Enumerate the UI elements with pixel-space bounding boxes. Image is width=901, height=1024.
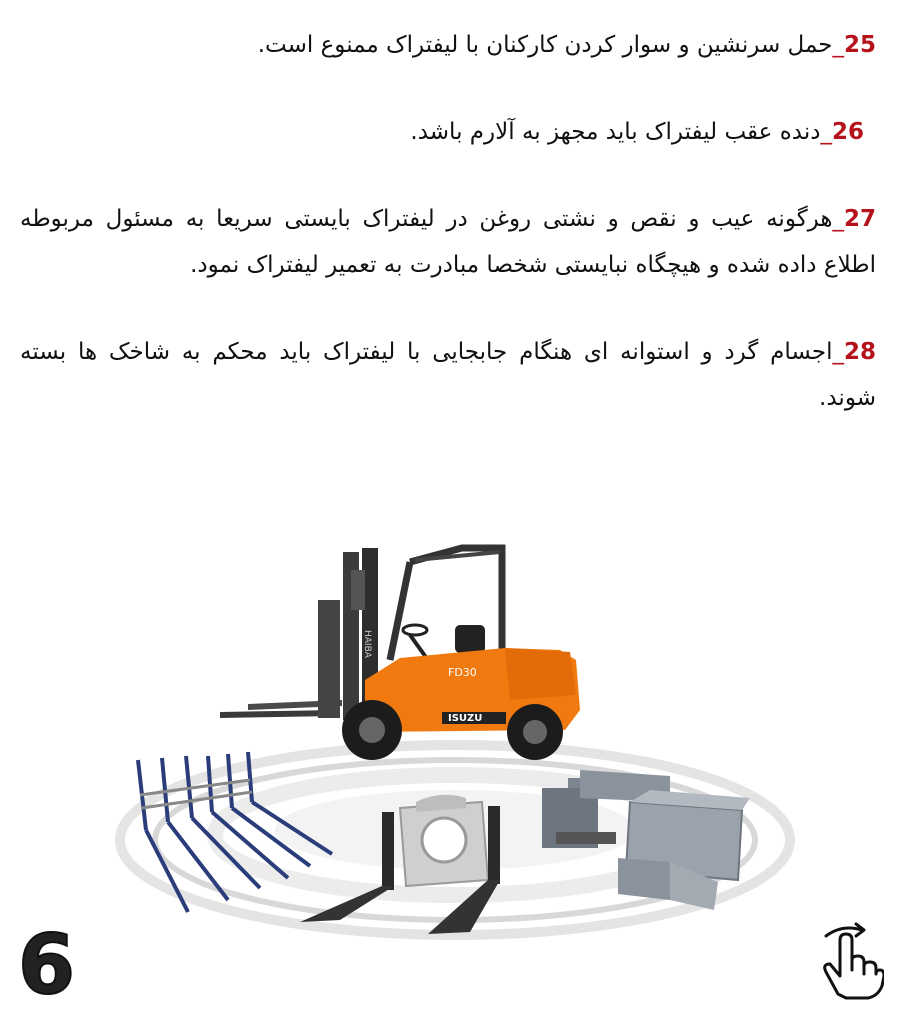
rule-dash: _: [832, 339, 844, 365]
rule-item: [20, 22, 876, 68]
mast-brand-label: HAIBA: [362, 630, 372, 658]
forklift-brand-label: ISUZU: [448, 713, 483, 724]
forklift-attachments-illustration: [110, 540, 800, 940]
safety-rules-list: [20, 22, 876, 462]
rule-text: دنده عقب لیفتراک باید مجهز به آلارم باشد.: [410, 119, 821, 145]
forklift-model-label: FD30: [448, 666, 477, 679]
page-number: 6: [18, 918, 74, 1013]
forklift: [220, 548, 580, 760]
rule-number: 26: [831, 119, 864, 145]
rule-dash: _: [832, 206, 844, 232]
rule-text: اجسام گرد و استوانه ای هنگام جابجایی با لیفتراک باید محکم به شاخک ها بسته شوند.: [20, 339, 876, 411]
swipe-hand-icon[interactable]: [812, 920, 884, 1000]
rule-number: 27: [843, 206, 876, 232]
rule-text: هرگونه عیب و نقص و نشتی روغن در لیفتراک بایستی سریعا به مسئول مربوطه اطلاع داده شده و هیچگاه نبایستی شخصا مبادرت به تعمیر لیفتراک نمود.: [20, 206, 876, 278]
rule-dash: _: [820, 119, 832, 145]
rule-dash: _: [832, 32, 844, 58]
rule-item: [20, 329, 876, 421]
rule-text: حمل سرنشین و سوار کردن کارکنان با لیفتراک ممنوع است.: [257, 32, 833, 58]
rule-number: 25: [843, 32, 876, 58]
rule-item: [20, 109, 876, 155]
rule-item: [20, 196, 876, 288]
rule-number: 28: [843, 339, 876, 365]
